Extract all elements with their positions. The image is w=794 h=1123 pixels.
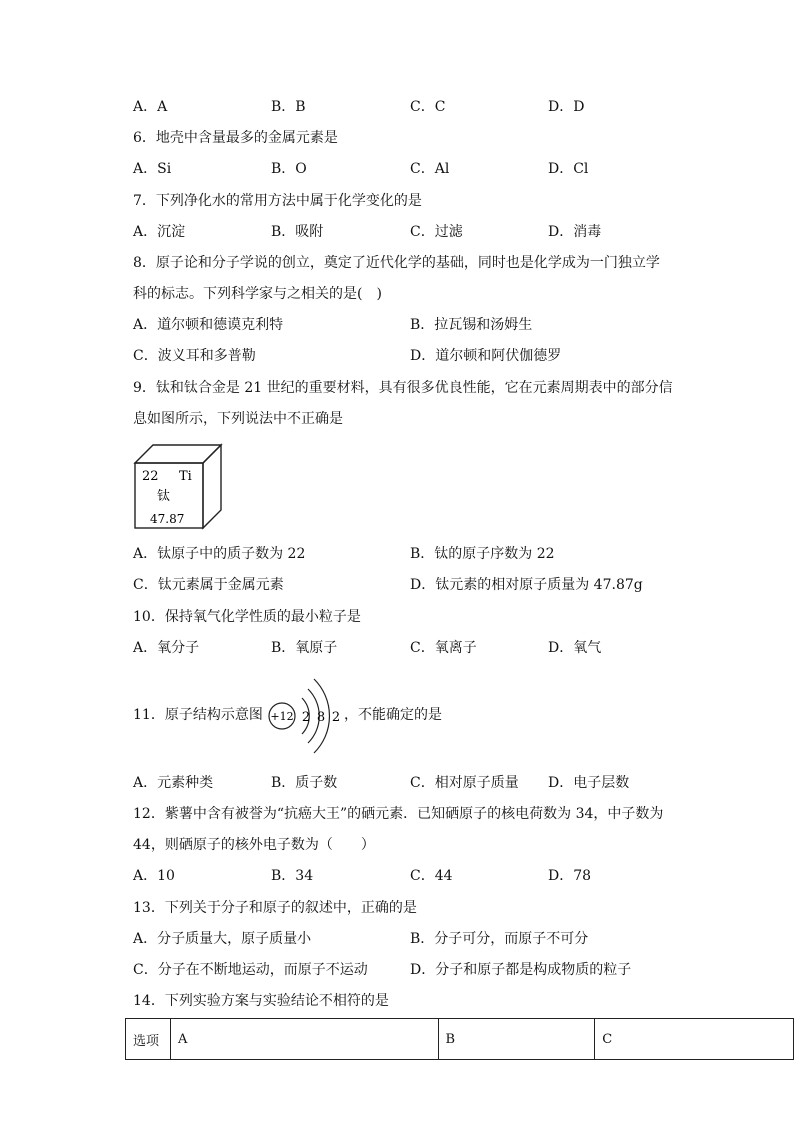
q10-option-a: A．氧分子: [133, 640, 200, 656]
q9-option-b: B．钛的原子序数为 22: [410, 546, 555, 562]
q10-option-d: D．氧气: [548, 640, 602, 656]
shell-1-electrons: 2: [301, 710, 311, 725]
q9-stem-line2: 息如图所示，下列说法中不正确是: [133, 411, 343, 427]
q7-option-b: B．吸附: [271, 224, 324, 240]
q10-option-c: C．氧离子: [410, 640, 477, 656]
q7-option-d: D．消毒: [548, 224, 602, 240]
q8-option-d: D．道尔顿和阿伏伽德罗: [410, 348, 562, 364]
q11-stem-pre: 11．原子结构示意图: [133, 707, 263, 723]
q11-option-a: A．元素种类: [133, 775, 214, 791]
q7-option-c: C．过滤: [410, 224, 463, 240]
q11-option-c: C．相对原子质量: [410, 775, 519, 791]
q9-stem-line1: 9．钛和钛合金是 21 世纪的重要材料，具有很多优良性能，它在元素周期表中的部分信: [133, 380, 673, 396]
q12-stem-line1: 12．紫薯中含有被誉为“抗癌大王”的硒元素．已知硒原子的核电荷数为 34，中子数为: [133, 806, 664, 822]
q6-option-a: A．Si: [133, 161, 172, 177]
table-header-b: B: [438, 1019, 595, 1060]
q11-option-b: B．质子数: [271, 775, 338, 791]
q5-option-a: A．A: [133, 99, 168, 115]
q12-option-a: A．10: [133, 868, 175, 884]
q11-stem-post: ，不能确定的是: [344, 707, 442, 723]
q6-option-d: D．Cl: [548, 161, 589, 177]
table-header-row: [126, 1019, 794, 1060]
q6-option-b: B．O: [271, 161, 307, 177]
q6-option-c: C．Al: [410, 161, 450, 177]
titanium-element-cell: [133, 443, 225, 535]
shell-2-electrons: 8: [316, 710, 326, 725]
q13-option-a: A．分子质量大，原子质量小: [133, 931, 312, 947]
q14-stem: 14．下列实验方案与实验结论不相符的是: [133, 993, 389, 1009]
q10-option-b: B．氧原子: [271, 640, 338, 656]
experiment-table: [125, 1018, 794, 1060]
element-number: 22: [142, 469, 159, 484]
table-header-option: 选项: [126, 1019, 171, 1060]
q13-option-c: C．分子在不断地运动，而原子不运动: [133, 962, 368, 978]
q5-option-d: D．D: [548, 99, 585, 115]
q13-stem: 13．下列关于分子和原子的叙述中，正确的是: [133, 900, 417, 916]
q7-stem: 7．下列净化水的常用方法中属于化学变化的是: [133, 193, 422, 209]
nucleus-charge: +12: [270, 710, 294, 723]
q8-option-b: B．拉瓦锡和汤姆生: [410, 317, 533, 333]
q8-stem-line2: 科的标志。下列科学家与之相关的是( ): [133, 286, 382, 302]
element-name: 钛: [157, 489, 171, 504]
q12-option-c: C．44: [410, 868, 453, 884]
q8-option-c: C．波义耳和多普勒: [133, 348, 256, 364]
q5-option-b: B．B: [271, 99, 306, 115]
element-symbol: Ti: [179, 469, 192, 484]
q6-stem: 6．地壳中含量最多的金属元素是: [133, 130, 338, 146]
q9-option-a: A．钛原子中的质子数为 22: [133, 546, 306, 562]
q12-option-d: D．78: [548, 868, 592, 884]
atomic-structure-diagram: [266, 667, 346, 767]
table-header-a: A: [170, 1019, 438, 1060]
q10-stem: 10．保持氧气化学性质的最小粒子是: [133, 609, 361, 625]
q5-option-c: C．C: [410, 99, 446, 115]
q12-stem-line2: 44，则硒原子的核外电子数为（ ）: [133, 837, 375, 853]
q8-stem-line1: 8．原子论和分子学说的创立，奠定了近代化学的基础，同时也是化学成为一门独立学: [133, 255, 660, 271]
q8-option-a: A．道尔顿和德谟克利特: [133, 317, 284, 333]
element-mass: 47.87: [150, 512, 185, 526]
q12-option-b: B．34: [271, 868, 314, 884]
q13-option-b: B．分子可分，而原子不可分: [410, 931, 589, 947]
q7-option-a: A．沉淀: [133, 224, 186, 240]
q9-option-c: C．钛元素属于金属元素: [133, 577, 284, 593]
shell-3-electrons: 2: [331, 710, 341, 725]
table-header-c: C: [595, 1019, 794, 1060]
q9-option-d: D．钛元素的相对原子质量为 47.87g: [410, 577, 643, 593]
q11-option-d: D．电子层数: [548, 775, 630, 791]
q13-option-d: D．分子和原子都是构成物质的粒子: [410, 962, 632, 978]
